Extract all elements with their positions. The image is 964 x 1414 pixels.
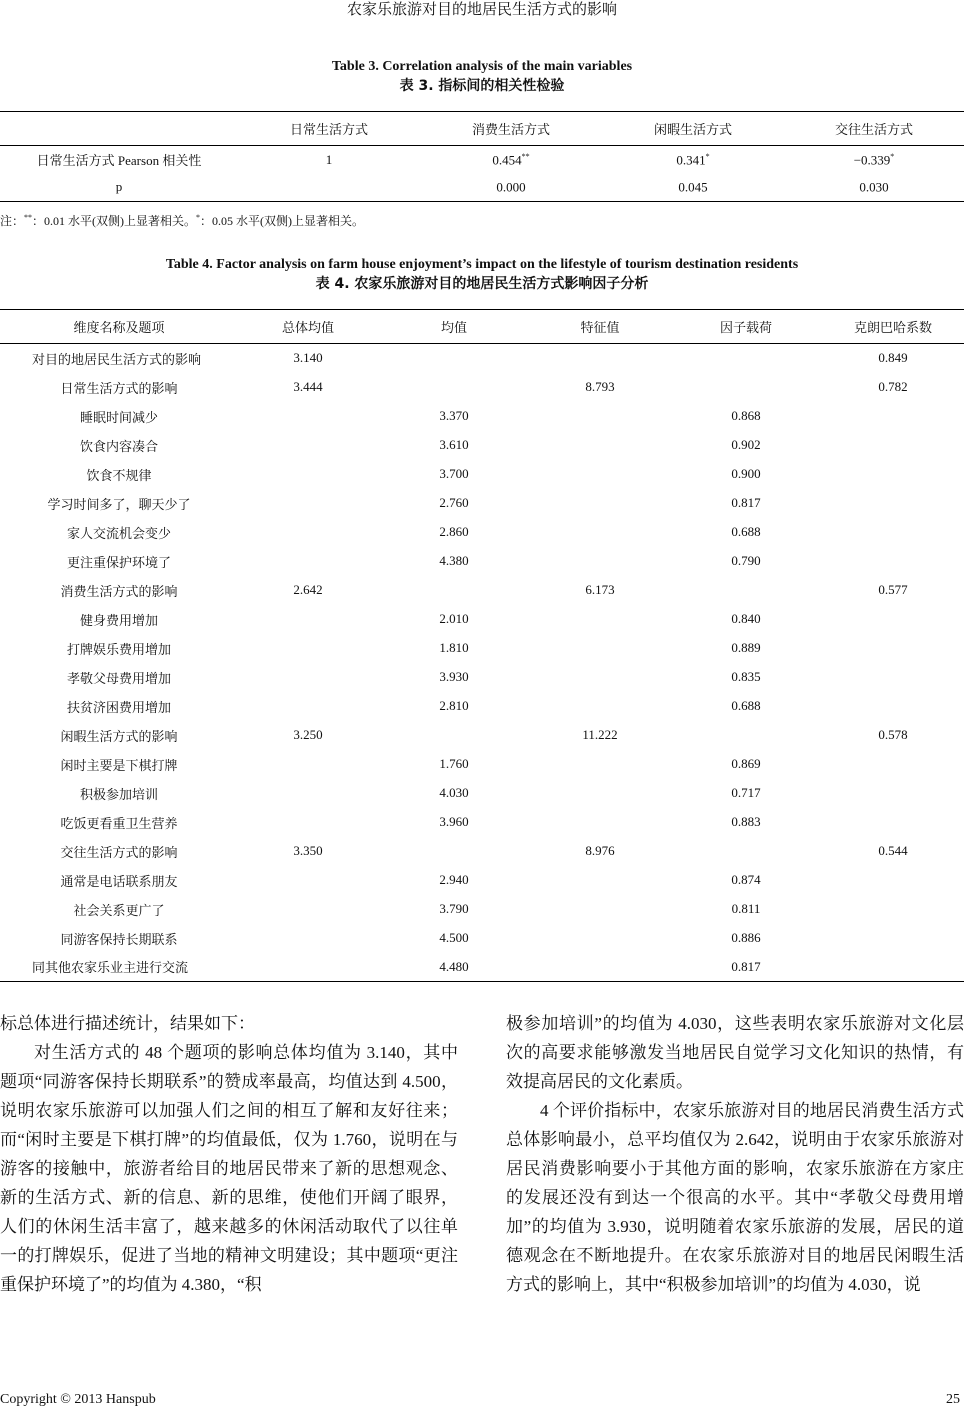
table-cell — [238, 663, 378, 692]
table-cell: 3.370 — [439, 408, 469, 423]
note-text: ：0.01 水平(双侧)上显著相关。 — [32, 214, 197, 228]
table-cell — [530, 953, 670, 982]
table-cell — [238, 692, 378, 721]
table-cell — [238, 605, 378, 634]
row-label: 学习时间多了，聊天少了 — [47, 496, 191, 512]
table-cell: 4.030 — [439, 785, 469, 800]
row-label: 睡眠时间减少 — [79, 409, 158, 425]
table-cell — [530, 344, 670, 373]
table-cell — [378, 721, 530, 750]
table-cell: 0.883 — [731, 814, 761, 829]
table-cell: 0.886 — [731, 930, 761, 945]
paragraph: 对生活方式的 48 个题项的影响总体均值为 3.140，其中题项“同游客保持长期联系”的赞成率最高，均值达到 4.500，说明农家乐旅游可以加强人们之间的相互了解和友好往来；而“闲时主要是下棋打牌”的均值最低，仅为 1.760，说明在与游客的接触中，旅游者给目的地居民带来了新的思想观念、新的生活方式、新的信息、新的思维，使他们开阔了眼界，人们的休闲生活丰富了，越来越多的休闲活动取代了以往单一的打牌娱乐，促进了当地的精神文明建设；其中题项“更注重保护环境了”的均值为 4.380，“积 — [0, 1043, 458, 1294]
page-number: 25 — [946, 1392, 960, 1407]
table-cell: 0.811 — [731, 901, 761, 916]
table-cell — [822, 750, 964, 779]
table-cell: 2.810 — [439, 698, 469, 713]
table-cell — [822, 663, 964, 692]
table-cell — [238, 174, 420, 202]
table-row — [0, 547, 964, 576]
body-column-right — [506, 1009, 964, 1299]
table-cell — [238, 431, 378, 460]
cell-value: 0.454 — [492, 151, 522, 167]
row-label: 饮食不规律 — [86, 467, 152, 483]
row-label: 饮食内容凑合 — [79, 438, 158, 454]
table-cell: 3.250 — [293, 727, 323, 742]
table-row — [0, 953, 964, 982]
table-cell: 4.500 — [439, 930, 469, 945]
table-cell — [238, 808, 378, 837]
table-cell — [822, 605, 964, 634]
table3-caption-en: Table 3. Correlation analysis of the main variables — [331, 59, 633, 74]
table-cell — [530, 808, 670, 837]
table-cell: 0.902 — [731, 437, 761, 452]
table-cell — [530, 547, 670, 576]
paragraph: 4 个评价指标中，农家乐旅游对目的地居民消费生活方式总体影响最小，总平均值仅为 2.642，说明由于农家乐旅游对居民消费影响要小于其他方面的影响，农家乐旅游在方家庄的发展还没有到达一个很高的水平。其中“孝敬父母费用增加”的均值为 3.930，说明随着农家乐旅游的发展，居民的道德观念在不断地提升。在农家乐旅游对目的地居民闲暇生活方式的影响上，其中“积极参加培训”的均值为 4.030，说 — [506, 1101, 964, 1294]
table3-note — [0, 210, 364, 229]
table-cell — [670, 576, 822, 605]
table-cell: 3.610 — [439, 437, 469, 452]
table-cell: 0.578 — [878, 727, 908, 742]
cell-value: 0.045 — [678, 179, 708, 195]
running-header: 农家乐旅游对目的地居民生活方式的影响 — [346, 2, 617, 18]
table-cell — [822, 692, 964, 721]
table-header-cell: 消费生活方式 — [420, 112, 602, 146]
table-cell — [530, 634, 670, 663]
row-label: 吃饭更看重卫生营养 — [60, 815, 178, 831]
table-cell — [784, 174, 964, 202]
table-cell — [670, 721, 822, 750]
row-label: 日常生活方式 Pearson 相关性 — [36, 153, 202, 169]
row-label: 更注重保护环境了 — [66, 554, 171, 570]
table-cell — [822, 634, 964, 663]
table-row — [0, 402, 964, 431]
table-cell — [378, 344, 530, 373]
table-row — [0, 518, 964, 547]
table-cell: 0.874 — [731, 872, 761, 887]
table-cell — [670, 837, 822, 866]
table-cell: 0.544 — [878, 843, 908, 858]
table-header-cell — [0, 112, 238, 146]
table-cell — [238, 634, 378, 663]
paragraph: 标总体进行描述统计，结果如下： — [0, 1014, 255, 1033]
table-cell: 3.960 — [439, 814, 469, 829]
significance-mark: * — [890, 151, 895, 161]
table-header-cell: 交往生活方式 — [784, 112, 964, 146]
table-header-cell: 克朗巴哈系数 — [822, 310, 964, 344]
table-cell: 2.940 — [439, 872, 469, 887]
table-cell — [670, 344, 822, 373]
table-cell — [822, 489, 964, 518]
table-cell — [530, 663, 670, 692]
row-label: 积极参加培训 — [79, 786, 158, 802]
table-cell — [822, 895, 964, 924]
table-cell — [602, 174, 784, 202]
row-label: 交往生活方式的影响 — [60, 844, 178, 860]
table-cell: 3.930 — [439, 669, 469, 684]
table-cell: 1.810 — [439, 640, 469, 655]
table-row — [0, 373, 964, 402]
table-cell — [530, 924, 670, 953]
table-cell: 3.790 — [439, 901, 469, 916]
table-cell: 0.869 — [731, 756, 761, 771]
table-header-cell: 因子载荷 — [670, 310, 822, 344]
table-cell — [530, 460, 670, 489]
table-cell — [602, 146, 784, 174]
table-cell: 11.222 — [582, 727, 618, 742]
table-cell — [530, 518, 670, 547]
table-cell: 0.817 — [670, 953, 822, 982]
table-cell — [238, 518, 378, 547]
table-row — [0, 663, 964, 692]
table-cell — [530, 692, 670, 721]
table3-caption-zh: 表 3. 指标间的相关性检验 — [399, 78, 565, 94]
table-cell — [238, 489, 378, 518]
table-cell: 3.350 — [293, 843, 323, 858]
table-cell: 0.688 — [731, 524, 761, 539]
row-label: 通常是电话联系朋友 — [60, 873, 178, 889]
table-row — [0, 779, 964, 808]
table-cell — [530, 895, 670, 924]
factor-analysis-table — [0, 309, 964, 982]
table-cell — [530, 605, 670, 634]
table-cell: 0.688 — [731, 698, 761, 713]
table-cell — [378, 837, 530, 866]
table-cell: 1 — [325, 151, 333, 167]
table-cell: 4.480 — [378, 953, 530, 982]
table-cell: 0.849 — [878, 350, 908, 366]
table-cell: 6.173 — [585, 582, 615, 597]
row-label: 家人交流机会变少 — [66, 525, 171, 541]
table-cell — [822, 808, 964, 837]
table-row — [0, 634, 964, 663]
table-row — [0, 174, 964, 202]
row-label: p — [0, 174, 238, 202]
table-cell — [530, 489, 670, 518]
table-cell: 0.782 — [878, 379, 908, 394]
table-cell — [238, 750, 378, 779]
table-cell — [784, 146, 964, 174]
table-cell — [530, 750, 670, 779]
row-label: 扶贫济困费用增加 — [66, 699, 171, 715]
note-mark: * — [196, 213, 201, 222]
table-row — [0, 924, 964, 953]
table-cell: 0.868 — [731, 408, 761, 423]
table-row — [0, 808, 964, 837]
row-label: 闲暇生活方式的影响 — [60, 728, 178, 744]
table-row — [0, 605, 964, 634]
table4-caption-en: Table 4. Factor analysis on farm house enjoyment’s impact on the lifestyle of tourism destination residents — [165, 257, 799, 272]
table-cell: 8.976 — [585, 843, 615, 858]
table-cell: 2.760 — [439, 495, 469, 510]
table-header-cell: 均值 — [378, 310, 530, 344]
factor-table-body — [0, 344, 964, 982]
row-label: 社会关系更广了 — [73, 902, 165, 918]
table-cell: 0.717 — [731, 785, 761, 800]
paragraph: 极参加培训”的均值为 4.030，这些表明农家乐旅游对文化层次的高要求能够激发当地居民自觉学习文化知识的热情，有效提高居民的文化素质。 — [506, 1014, 964, 1091]
table-cell — [238, 547, 378, 576]
table-cell: 0.817 — [731, 495, 761, 510]
table-cell — [822, 924, 964, 953]
table4-caption-zh: 表 4. 农家乐旅游对目的地居民生活方式影响因子分析 — [315, 276, 649, 292]
note-text: 注： — [0, 214, 25, 228]
table-cell: 3.700 — [439, 466, 469, 481]
table-cell: 0.835 — [731, 669, 761, 684]
table-cell: 2.010 — [439, 611, 469, 626]
table-cell: 3.140 — [293, 350, 323, 366]
table-cell: 0.900 — [731, 466, 761, 481]
table-cell: 1.760 — [439, 756, 469, 771]
table-cell — [238, 779, 378, 808]
table-cell — [670, 373, 822, 402]
table-cell — [238, 460, 378, 489]
table-cell: 0.577 — [878, 582, 908, 597]
row-label: 健身费用增加 — [79, 612, 158, 628]
table-row — [0, 750, 964, 779]
table-cell — [238, 924, 378, 953]
table-cell — [822, 779, 964, 808]
table-cell: 0.840 — [731, 611, 761, 626]
table-cell — [822, 953, 964, 982]
table-cell: 3.444 — [293, 379, 323, 394]
table-cell — [822, 402, 964, 431]
table-header-row — [0, 112, 964, 146]
table-cell — [822, 460, 964, 489]
table-cell — [822, 431, 964, 460]
table-header-cell: 维度名称及题项 — [0, 310, 238, 344]
table-row — [0, 431, 964, 460]
copyright: Copyright © 2013 Hanspub — [0, 1392, 156, 1407]
table-cell — [238, 866, 378, 895]
row-label: 消费生活方式的影响 — [60, 583, 178, 599]
table-row — [0, 576, 964, 605]
row-label: 同游客保持长期联系 — [60, 931, 178, 947]
table-row — [0, 344, 964, 373]
table-row — [0, 146, 964, 174]
table-row — [0, 895, 964, 924]
table-row — [0, 866, 964, 895]
cell-value: −0.339 — [853, 151, 891, 167]
table-row — [0, 692, 964, 721]
table-cell: 0.889 — [731, 640, 761, 655]
table-cell — [530, 431, 670, 460]
cell-value: 0.341 — [676, 151, 706, 167]
table-cell — [822, 866, 964, 895]
table-header-cell: 总体均值 — [238, 310, 378, 344]
table-cell — [822, 518, 964, 547]
table-cell: 0.790 — [731, 553, 761, 568]
table-row — [0, 721, 964, 750]
table-cell — [822, 547, 964, 576]
table-cell — [238, 953, 378, 982]
table-cell: 4.380 — [439, 553, 469, 568]
table-cell — [420, 146, 602, 174]
significance-mark: ** — [521, 151, 530, 161]
table-cell: 2.860 — [439, 524, 469, 539]
table-header-cell: 特征值 — [530, 310, 670, 344]
table-cell — [420, 174, 602, 202]
cell-value: 0.000 — [496, 179, 526, 195]
table-cell — [238, 895, 378, 924]
table-row — [0, 460, 964, 489]
table-header-cell: 闲暇生活方式 — [602, 112, 784, 146]
row-label: 同其他农家乐业主进行交流 — [0, 953, 238, 982]
table-row — [0, 837, 964, 866]
table-cell: 8.793 — [585, 379, 615, 394]
table-cell — [378, 576, 530, 605]
row-label: 对目的地居民生活方式的影响 — [32, 351, 202, 367]
body-column-left — [0, 1009, 458, 1299]
table-cell — [238, 402, 378, 431]
cell-value: 0.030 — [859, 179, 889, 195]
correlation-table — [0, 111, 964, 202]
table-cell — [378, 373, 530, 402]
row-label: 闲时主要是下棋打牌 — [60, 757, 178, 773]
table-cell — [530, 779, 670, 808]
table-header-row — [0, 310, 964, 344]
table-header-cell: 日常生活方式 — [238, 112, 420, 146]
row-label: 日常生活方式的影响 — [60, 380, 178, 396]
table-cell: 2.642 — [293, 582, 323, 597]
row-label: 孝敬父母费用增加 — [66, 670, 171, 686]
table-row — [0, 489, 964, 518]
significance-mark: * — [705, 151, 710, 161]
table-cell — [530, 866, 670, 895]
note-mark: ** — [24, 213, 33, 222]
note-text: ：0.05 水平(双侧)上显著相关。 — [200, 214, 365, 228]
table-cell — [530, 402, 670, 431]
row-label: 打牌娱乐费用增加 — [66, 641, 171, 657]
